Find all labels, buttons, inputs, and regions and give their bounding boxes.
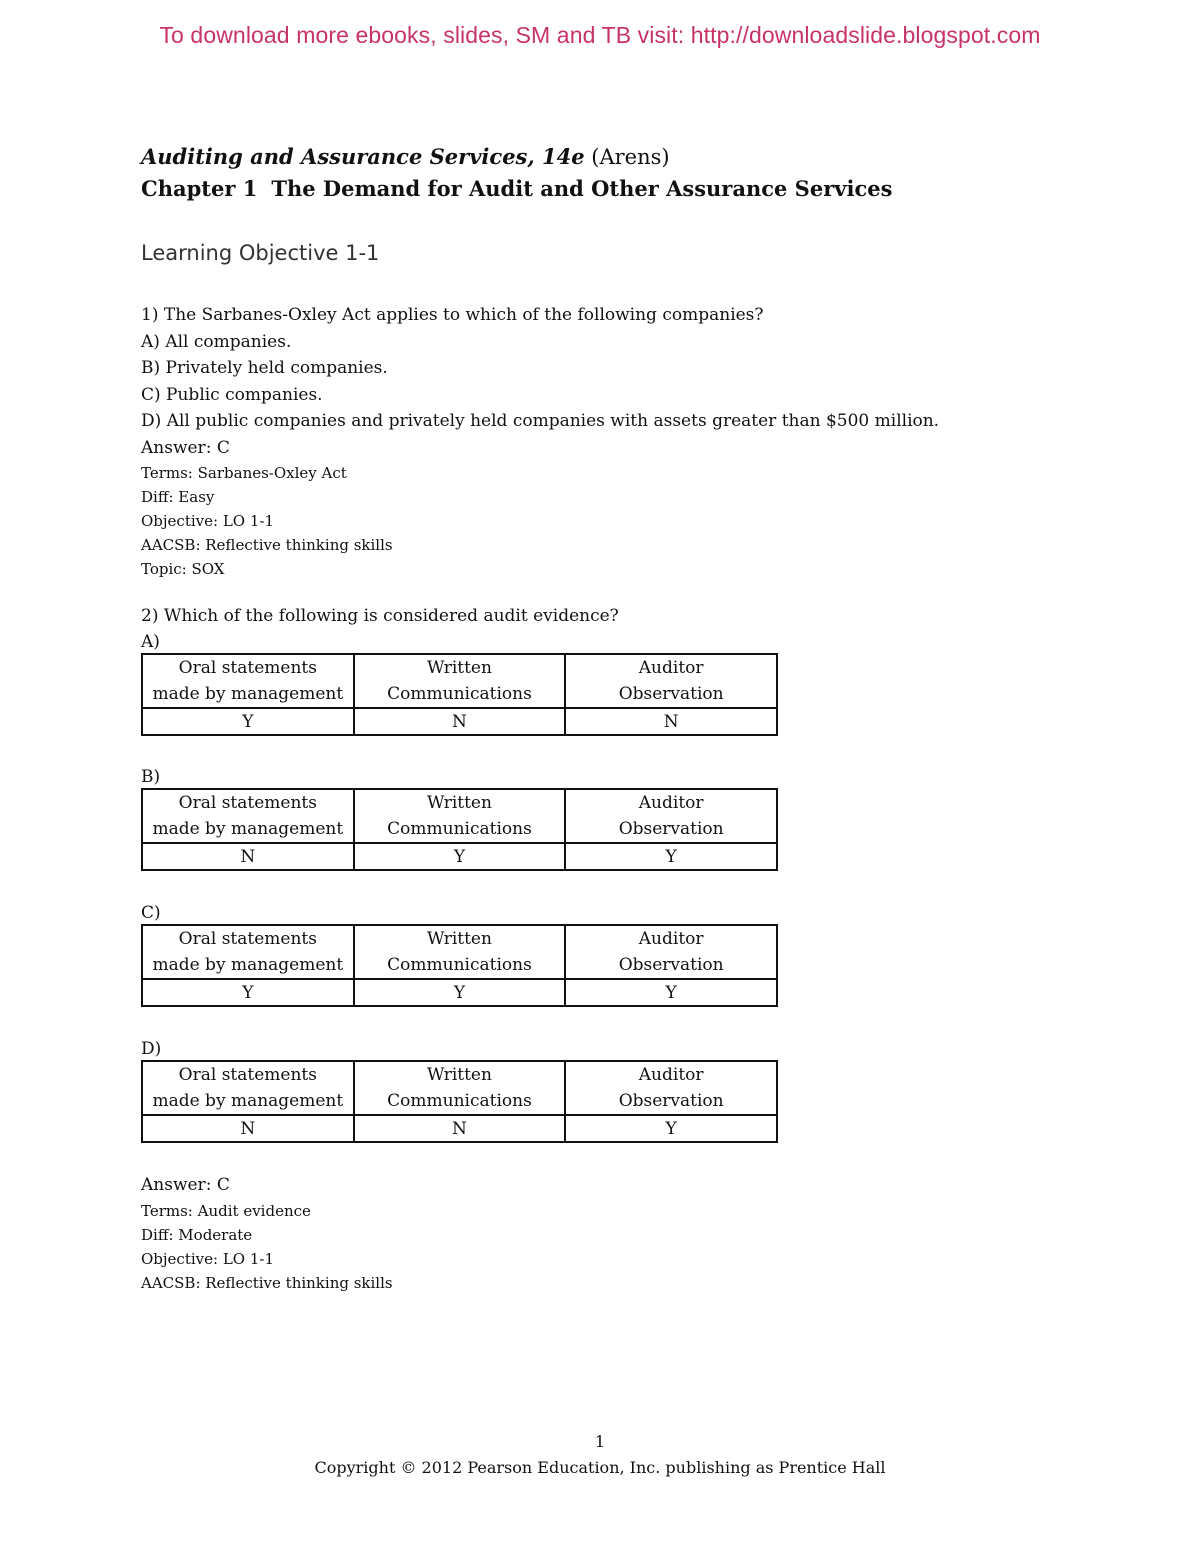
- question-2-meta: [141, 1172, 393, 1295]
- question-1-option-b: B) Privately held companies.: [141, 358, 388, 378]
- header-oral: Oral statements made by management: [142, 654, 354, 708]
- question-2-option-d: [141, 1038, 778, 1143]
- page-number: 1: [594, 1432, 606, 1451]
- value-oral: Y: [142, 708, 354, 735]
- section-heading: Learning Objective 1-1: [141, 241, 380, 265]
- value-oral: N: [142, 843, 354, 870]
- question-1-answer: Answer: C: [141, 437, 230, 458]
- question-1-stem: 1) The Sarbanes-Oxley Act applies to which of the following companies?: [141, 305, 764, 325]
- question-2-aacsb: AACSB: Reflective thinking skills: [141, 1273, 393, 1292]
- value-written: N: [354, 1115, 566, 1142]
- header-oral: Oral statements made by management: [142, 789, 354, 843]
- question-1-diff: Diff: Easy: [141, 488, 215, 506]
- question-2-stem: 2) Which of the following is considered audit evidence?: [141, 606, 619, 626]
- chapter-heading: [141, 176, 892, 201]
- question-1-option-d: D) All public companies and privately held companies with assets greater than $500 million.: [141, 411, 940, 431]
- evidence-table: [141, 788, 778, 871]
- value-oral: Y: [142, 979, 354, 1006]
- evidence-table: [141, 1060, 778, 1143]
- value-observation: Y: [565, 843, 777, 870]
- value-observation: Y: [565, 979, 777, 1006]
- question-1-option-c: C) Public companies.: [141, 384, 323, 405]
- value-observation: N: [565, 708, 777, 735]
- value-oral: N: [142, 1115, 354, 1142]
- header-written: Written Communications: [354, 925, 566, 979]
- header-observation: Auditor Observation: [565, 654, 777, 708]
- question-1-objective: Objective: LO 1-1: [141, 512, 275, 530]
- header-observation: Auditor Observation: [565, 789, 777, 843]
- question-1-topic: Topic: SOX: [141, 560, 225, 578]
- option-label: A): [141, 632, 160, 652]
- chapter-label: Chapter 1: [141, 176, 258, 201]
- value-observation: Y: [565, 1115, 777, 1142]
- value-written: N: [354, 708, 566, 735]
- question-2-objective: Objective: LO 1-1: [141, 1249, 275, 1268]
- header-written: Written Communications: [354, 789, 566, 843]
- evidence-table: [141, 924, 778, 1007]
- question-2-terms: Terms: Audit evidence: [141, 1201, 311, 1220]
- question-2-answer: Answer: C: [141, 1175, 230, 1195]
- question-2-option-a: [141, 631, 778, 736]
- question-1: [141, 302, 939, 581]
- copyright-notice: Copyright © 2012 Pearson Education, Inc. publishing as Prentice Hall: [314, 1458, 886, 1477]
- value-written: Y: [354, 979, 566, 1006]
- question-1-option-a: A) All companies.: [141, 331, 292, 352]
- option-label: C): [141, 903, 161, 923]
- header-oral: Oral statements made by management: [142, 1061, 354, 1115]
- question-1-terms: Terms: Sarbanes-Oxley Act: [141, 464, 347, 482]
- book-title: Auditing and Assurance Services, 14e: [141, 144, 585, 169]
- header-written: Written Communications: [354, 1061, 566, 1115]
- header-observation: Auditor Observation: [565, 1061, 777, 1115]
- chapter-title: The Demand for Audit and Other Assurance Services: [271, 176, 893, 201]
- evidence-table: [141, 653, 778, 736]
- header-observation: Auditor Observation: [565, 925, 777, 979]
- option-label: B): [141, 767, 161, 787]
- header-written: Written Communications: [354, 654, 566, 708]
- question-2-diff: Diff: Moderate: [141, 1225, 253, 1244]
- download-banner-link[interactable]: To download more ebooks, slides, SM and TB visit: http://downloadslide.blogspot.com: [159, 22, 1041, 48]
- header-oral: Oral statements made by management: [142, 925, 354, 979]
- book-title-line: [141, 144, 670, 169]
- question-2-option-b: [141, 766, 778, 871]
- value-written: Y: [354, 843, 566, 870]
- question-2-option-c: [141, 902, 778, 1007]
- question-1-aacsb: AACSB: Reflective thinking skills: [141, 536, 393, 554]
- book-author: (Arens): [591, 145, 670, 169]
- option-label: D): [141, 1039, 162, 1059]
